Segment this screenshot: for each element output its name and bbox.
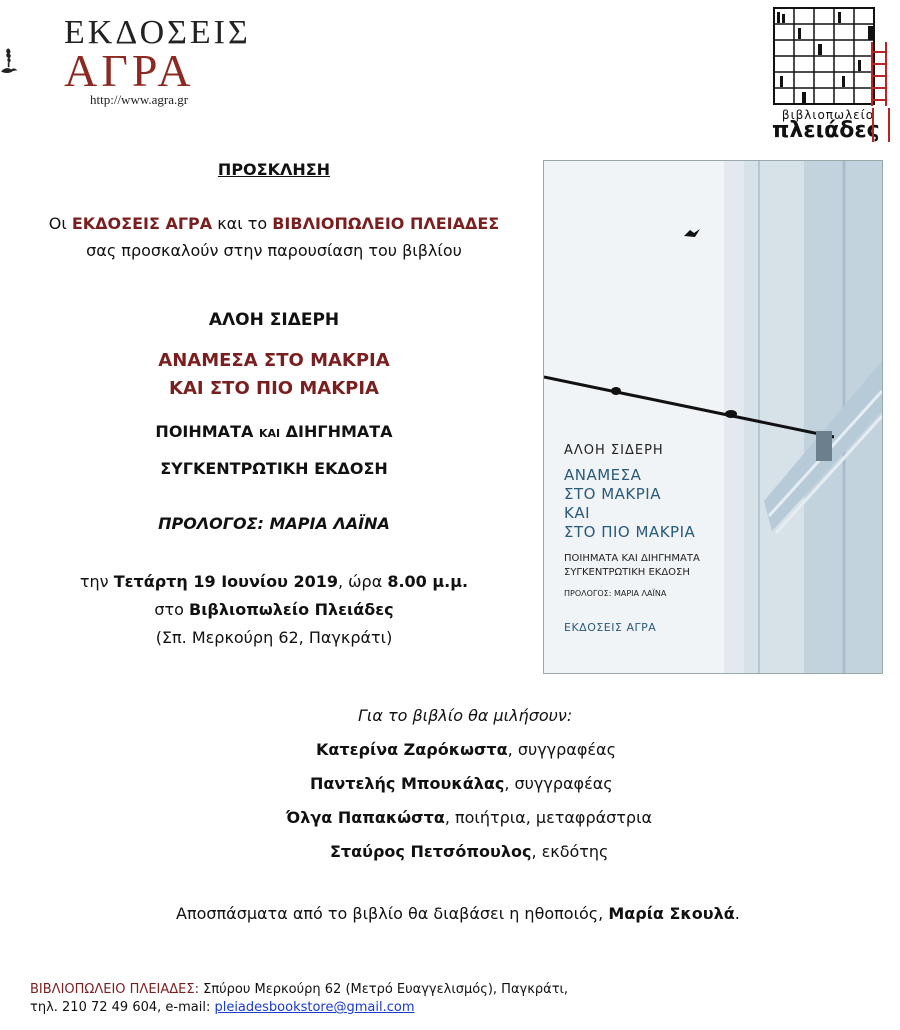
bookstore-subtitle: βιβλιοπωλείο — [781, 108, 875, 122]
cover-author: ΑΛΟΗ ΣΙΔΕΡΗ — [564, 443, 664, 458]
book-author: ΑΛΟΗ ΣΙΔΕΡΗ — [208, 310, 340, 330]
bookshelf-logo-icon — [772, 6, 890, 106]
footer-address — [30, 982, 568, 997]
footer-contact — [30, 1000, 415, 1015]
event-address: (Σπ. Μερκούρη 62, Παγκράτι) — [155, 628, 393, 647]
text-fragment: την — [79, 572, 114, 591]
publisher-url[interactable]: http://www.agra.gr — [90, 92, 189, 107]
venue-name: Βιβλιοπωλείο Πλειάδες — [189, 600, 394, 619]
invitation-line2: σας προσκαλούν στην παρουσίαση του βιβλίου — [86, 241, 462, 260]
footer-store-label: ΒΙΒΛΙΟΠΩΛΕΙΟ ΠΛΕΙΑΔΕΣ: — [30, 982, 199, 997]
book-title-line2: ΚΑΙ ΣΤΟ ΠΙΟ ΜΑΚΡΙΑ — [169, 378, 379, 399]
bookstore-name: πλειάδες — [772, 118, 880, 143]
event-datetime — [0, 572, 548, 591]
actress-name: Μαρία Σκουλά — [608, 904, 735, 923]
bookstore-org: ΒΙΒΛΙΟΠΩΛΕΙΟ ΠΛΕΙΑΔΕΣ — [272, 214, 500, 233]
footer-street: Σπύρου Μερκούρη 62 (Μετρό Ευαγγελισμός), Παγκράτι, — [198, 982, 569, 997]
book-subtitle — [0, 422, 548, 441]
speaker-role: , συγγραφέας — [507, 740, 616, 759]
speaker-row — [330, 842, 608, 861]
invitation-heading: ΠΡΟΣΚΛΗΣΗ — [217, 160, 331, 179]
cover-title-line: ΣΤΟ ΠΙΟ ΜΑΚΡΙΑ — [564, 523, 696, 541]
speaker-name: Σταύρος Πετσόπουλος — [330, 842, 532, 861]
event-venue — [0, 600, 548, 619]
speaker-row — [286, 808, 652, 827]
text-fragment: , ώρα — [337, 572, 388, 591]
publisher-org: ΕΚΔΟΣΕΙΣ ΑΓΡΑ — [71, 214, 213, 233]
text-fragment: ΠΟΙΗΜΑΤΑ — [155, 422, 259, 441]
text-fragment: στο — [154, 600, 189, 619]
speaker-name: Όλγα Παπακώστα — [286, 808, 445, 827]
cover-title-line: ΑΝΑΜΕΣΑ — [564, 466, 642, 484]
speaker-row — [310, 774, 613, 793]
speaker-name: Παντελής Μπουκάλας — [310, 774, 505, 793]
cover-edition: ΣΥΓΚΕΝΤΡΩΤΙΚΗ ΕΚΔΟΣΗ — [564, 567, 690, 578]
book-title-line1: ΑΝΑΜΕΣΑ ΣΤΟ ΜΑΚΡΙΑ — [158, 350, 390, 371]
text-fragment: Οι — [48, 214, 72, 233]
publisher-name-main: ΑΓΡΑ — [64, 45, 195, 96]
speaker-name: Κατερίνα Ζαρόκωστα — [316, 740, 508, 759]
publisher-name-top: ΕΚΔΟΣΕΙΣ — [64, 14, 251, 51]
speaker-role: , ποιήτρια, μεταφράστρια — [444, 808, 653, 827]
ladder-extension — [872, 108, 890, 142]
text-fragment: και το — [212, 214, 273, 233]
footer-email-link[interactable]: pleiadesbookstore@gmail.com — [214, 1000, 415, 1015]
cover-subtitle: ΠΟΙΗΜΑΤΑ ΚΑΙ ΔΙΗΓΗΜΑΤΑ — [564, 553, 700, 564]
cover-title-line: ΚΑΙ — [564, 504, 591, 522]
book-edition: ΣΥΓΚΕΝΤΡΩΤΙΚΗ ΕΚΔΟΣΗ — [160, 459, 388, 478]
reading-line — [176, 904, 740, 923]
speaker-row — [316, 740, 616, 759]
text-fragment: . — [734, 904, 740, 923]
cover-title-line: ΣΤΟ ΜΑΚΡΙΑ — [564, 485, 661, 503]
text-fragment: και — [258, 422, 281, 441]
footer-phone: τηλ. 210 72 49 604, e-mail: — [30, 1000, 215, 1015]
book-cover-image — [543, 160, 883, 674]
agra-emblem-icon — [0, 10, 64, 110]
event-date: Τετάρτη 19 Ιουνίου 2019 — [113, 572, 338, 591]
text-fragment: ΔΙΗΓΗΜΑΤΑ — [280, 422, 393, 441]
text-fragment: Αποσπάσματα από το βιβλίο θα διαβάσει η ηθοποιός, — [176, 904, 609, 923]
speakers-intro: Για το βιβλίο θα μιλήσουν: — [358, 706, 573, 725]
cover-publisher: ΕΚΔΟΣΕΙΣ ΑΓΡΑ — [564, 621, 657, 634]
cover-title — [564, 466, 695, 542]
invitation-line1 — [0, 214, 548, 233]
speaker-role: , εκδότης — [531, 842, 609, 861]
cover-prologue: ΠΡΟΛΟΓΟΣ: ΜΑΡΙΑ ΛΑΪΝΑ — [564, 589, 667, 598]
speaker-role: , συγγραφέας — [504, 774, 613, 793]
event-time: 8.00 μ.μ. — [387, 572, 469, 591]
book-prologue: ΠΡΟΛΟΓΟΣ: ΜΑΡΙΑ ΛΑΪΝΑ — [158, 514, 390, 533]
